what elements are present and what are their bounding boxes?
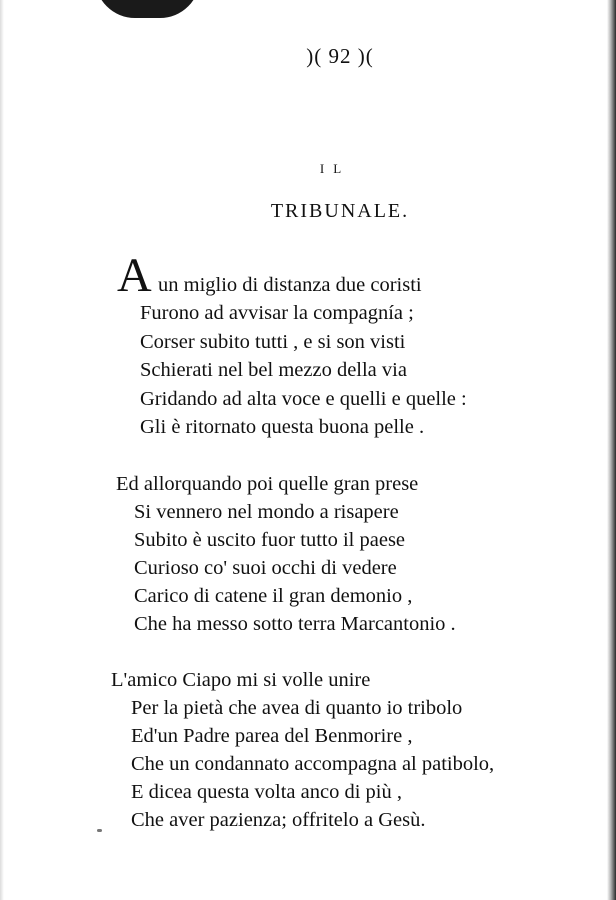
canto-title-text: CANTO XVI. [229,100,441,129]
verse-line: Schierati nel bel mezzo della via [140,359,407,381]
verse-line: L'amico Ciapo mi si volle unire [111,669,371,691]
page-left-edge [0,0,4,900]
verse-line: Per la pietà che avea di quanto io tribolo [131,697,463,719]
verse-line: E dicea questa volta anco di più , [131,781,402,803]
verse-line: Che aver pazienza; offritelo a Gesù. [131,809,426,831]
binding-shadow [95,0,200,18]
verse-line: Furono ad avvisar la compagnía ; [140,302,414,324]
ink-speck [97,829,102,832]
page-number: )( 92 )( [306,44,374,68]
heading-title: TRIBUNALE. [270,200,410,222]
canto-title [0,100,616,129]
heading-article: IL [319,161,351,176]
verse-line: Ed'un Padre parea del Benmorire , [131,725,413,747]
verse-line: un miglio di distanza due coristi [158,274,422,296]
page-right-edge [607,0,616,900]
verse-line: Che ha messo sotto terra Marcantonio . [134,613,456,635]
verse-line: Si vennero nel mondo a risapere [134,501,399,523]
verse-line: Curioso co' suoi occhi di vedere [134,557,397,579]
drop-cap: A [117,249,152,302]
verse-line: Corser subito tutti , e si son visti [140,331,406,353]
verse-line: Gridando ad alta voce e quelli e quelle : [140,388,467,410]
verse-line: Che un condannato accompagna al patibolo, [131,753,495,775]
verse-line: Carico di catene il gran demonio , [134,585,413,607]
verse-line: Subito è uscito fuor tutto il paese [134,529,406,551]
verse-line: Gli è ritornato questa buona pelle . [140,416,425,438]
verse-line: Ed allorquando poi quelle gran prese [116,473,419,495]
